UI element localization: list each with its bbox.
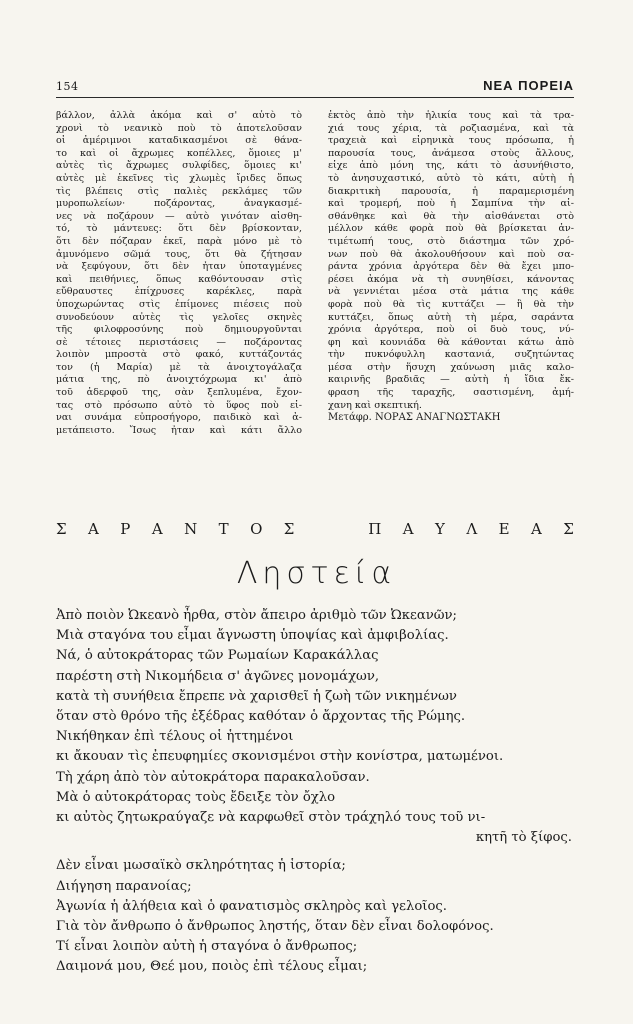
prose-line: σθάνθηκε καὶ θὰ τὴν αἰσθάνεται στὸ (328, 210, 574, 222)
prose-line: τὸ ἀνησυχαστικό, αὐτὸ τὸ κάτι, αὐτὴ ἡ (328, 172, 574, 184)
author-letter: Α (88, 520, 99, 538)
prose-line: τὴν πυκνόφυλλη καστανιά, συζητώντας (328, 349, 574, 361)
prose-line: ρέσει ἀκόμα νὰ τὴ συνηθίσει, κάνοντας (328, 273, 574, 285)
prose-line: χιά τους χέρια, τὰ ροζιασμένα, καὶ τὰ (328, 122, 574, 134)
poem-line: κι αὐτὸς ζητωκραύγαζε νὰ καρφωθεῖ στὸν τράχηλό τους τοῦ νι- (56, 810, 486, 826)
stanza-break (56, 848, 576, 856)
poem-line: Δὲν εἶναι μωσαϊκὸ σκληρότητας ἡ ἱστορία; (56, 858, 346, 874)
prose-line: αὐτὲς μὲ ἐκεῖνες τὶς χλωμὲς ἴριδες ὅπως (56, 172, 302, 184)
author-space (316, 520, 321, 538)
prose-line: χρονὶ τὸ νεανικὸ ποὺ τὸ ἀποτελοῦσαν (56, 122, 302, 134)
prose-line: μυροπωλείων· ποζάροντας, ἀναγκασμέ- (56, 198, 302, 210)
poem-body (56, 606, 576, 978)
prose-line: ὅτι δὲν πόζαραν ἐκεῖ, παρὰ μόνο μὲ τὸ (56, 235, 302, 247)
poem-line: Ἀπὸ ποιὸν Ὠκεανὸ ἦρθα, στὸν ἄπειρο ἀριθμὸ τῶν Ὠκεανῶν; (56, 608, 457, 623)
prose-line: εὔθραυστες ἐπίχρυσες καρέκλες, παρὰ (56, 286, 302, 298)
journal-title: ΝΕΑ ΠΟΡΕΙΑ (483, 78, 574, 93)
author-letter: Ρ (120, 520, 131, 538)
author-letter: Α (151, 520, 163, 538)
poem-line: Νά, ὁ αὐτοκράτορας τῶν Ρωμαίων Καρακάλλας (56, 648, 379, 664)
poem-line: Γιὰ τὸν ἄνθρωπο ὁ ἄνθρωπος ληστής, ὅταν δὲν εἶναι δολοφόνος. (56, 919, 494, 935)
translator-credit: Μετάφρ. ΝΟΡΑΣ ΑΝΑΓΝΩΣΤΑΚΗ (328, 412, 501, 424)
poem-line: κι ἄκουαν τὶς ἐπευφημίες σκονισμένοι στὴν κονίστρα, ματωμένοι. (56, 749, 504, 765)
author-letter: Τ (218, 520, 229, 538)
prose-line: φη καὶ κουνιάδα θὰ κάθονται κάτω ἀπὸ (328, 336, 574, 348)
prose-line: τοῦ ἀδερφοῦ της, σὰν ξεπλυμένα, ἔχον- (56, 387, 302, 399)
poem-author (56, 520, 574, 538)
prose-line: καιρινῆς βραδιᾶς — αὐτὴ ἡ ἴδια ἔκ- (328, 374, 574, 386)
prose-columns (56, 110, 574, 437)
poem-line: Τί εἶναι λοιπὸν αὐτὴ ἡ σταγόνα ὁ ἄνθρωπος; (56, 939, 358, 955)
prose-line: συνοδεύουν αὐτὲς τὶς γελοῖες σκηνὲς (56, 311, 302, 323)
prose-right-column (328, 110, 574, 437)
prose-line: τὶς βλέπεις στὶς παλιὲς ρεκλάμες τῶν (56, 185, 302, 197)
prose-line: τον (ἡ Μαρία) μὲ τὰ ἀνοιχτογάλαζα (56, 361, 302, 373)
author-letter: Ο (250, 520, 263, 538)
author-letter: Υ (435, 520, 445, 538)
prose-line: νὰ γεννιέται μέσα στὰ μάτια της κάθε (328, 286, 574, 298)
author-letter: Α (530, 520, 542, 538)
author-letter: Σ (563, 520, 574, 538)
prose-line: καὶ τρομερή, ποὺ ἡ Σαμπίνα τὴν αἰ- (328, 198, 574, 210)
prose-line: αὐτὲς τὶς ἄχρωμες συλφίδες, ὅμοιες κι' (56, 160, 302, 172)
prose-line: ὑποχωρώντας στὶς ἐπίμονες πιέσεις ποὺ (56, 298, 302, 310)
author-letter: Α (402, 520, 414, 538)
prose-line: νων ποὺ θὰ ἀκολουθήσουν καὶ ποὺ σα- (328, 248, 574, 260)
prose-line: μέλλον κάθε φορὰ ποὺ θὰ βρίσκεται ἀν- (328, 223, 574, 235)
prose-line: τραχειὰ καὶ εἰρηνικὰ τους πρόσωπα, ἡ (328, 135, 574, 147)
author-letter: Ν (184, 520, 198, 538)
prose-line: μετάπειστο. Ἴσως ἦταν καὶ κάτι ἄλλο (56, 424, 302, 436)
prose-line: νες νὰ ποζάρουν — αὐτὸ γινόταν αἰσθη- (56, 210, 302, 222)
author-letter: Π (368, 520, 382, 538)
poem-title: Ληστεία (236, 556, 397, 591)
page-header (56, 78, 574, 98)
prose-line: το καὶ οἱ ἄχρωμες κοπέλλες, ὅμοιες μ' (56, 147, 302, 159)
prose-line: βάλλον, ἀλλὰ ἀκόμα καὶ σ' αὐτὸ τὸ (56, 110, 302, 121)
author-letter: Σ (56, 520, 67, 538)
poem-line: κητῆ τὸ ξίφος. (475, 830, 572, 846)
prose-line: τό, τὸ μάντευες: ὅτι δὲν βρίσκονταν, (56, 223, 302, 235)
page-number: 154 (56, 80, 79, 93)
poem-line: ὅταν στὸ θρόνο τῆς ἐξέδρας καθόταν ὁ ἄρχοντας τῆς Ρώμης. (56, 709, 466, 725)
poem-line: Νικήθηκαν ἐπὶ τέλους οἱ ἡττημένοι (56, 729, 294, 745)
poem-line: Τὴ χάρη ἀπὸ τὸν αὐτοκράτορα παρακαλοῦσαν. (56, 769, 370, 785)
prose-line: φραση τῆς ταραχῆς, σαστισμένη, ἀμή- (328, 387, 574, 399)
author-space (342, 520, 347, 538)
author-letter: Λ (466, 520, 478, 538)
prose-line: χανη καὶ σκεπτική. (328, 399, 422, 411)
prose-line: τῆς φιλοφροσύνης ποὺ δημιουργοῦνται (56, 324, 302, 336)
prose-left-column (56, 110, 302, 437)
prose-line: εἶχε ἀπὸ μόνη της, κάτι τὸ ἀσυνήθιστο, (328, 160, 574, 172)
prose-line: ἀμυνόμενο σῶμά τους, ὅτι θὰ ζήτησαν (56, 248, 302, 260)
author-letter: Ε (498, 520, 510, 538)
prose-line: οἱ ἀμέριμνοι καταδικασμένοι σὲ θάνα- (56, 135, 302, 147)
prose-line: ναι συνάμα εὐπροσήγορο, παιδικὸ καὶ ἀ- (56, 412, 302, 424)
prose-line: χρόνια ἀργότερα, ποὺ οἱ δυὸ τους, νύ- (328, 324, 574, 336)
prose-line: παρουσία τους, ἀνάμεσα στοὺς ἄλλους, (328, 147, 574, 159)
prose-line: τιμέτωπή τους, στὸ διάστημα τῶν χρό- (328, 235, 574, 247)
prose-line: σὲ τέτοιες περιστάσεις — ποζάροντας (56, 336, 302, 348)
poem-line: Δαιμονά μου, Θεέ μου, ποιὸς ἐπὶ τέλους εἶμαι; (56, 959, 368, 975)
prose-line: μέσα στὴν ἥσυχη χαύνωση μιᾶς καλο- (328, 361, 574, 373)
poem-line: Μιὰ σταγόνα του εἶμαι ἄγνωστη ὑποψίας καὶ ἀμφιβολίας. (56, 628, 449, 644)
prose-line: ράντα χρόνια ἀργότερα δὲν θὰ ἔχει μπο- (328, 261, 574, 273)
poem-line: Μὰ ὁ αὐτοκράτορας τοὺς ἔδειξε τὸν ὄχλο (56, 789, 336, 805)
poem-line: κατὰ τὴ συνήθεια ἔπρεπε νὰ χαρισθεῖ ἡ ζωὴ τῶν νικημένων (56, 688, 457, 704)
author-letter: Σ (283, 520, 295, 538)
prose-line: διακριτικὴ παρουσία, ἡ παραμερισμένη (328, 185, 574, 197)
prose-line: καὶ πειθήνιες, ὅπως καθόντουσαν στὶς (56, 273, 302, 285)
poem-line: Διήγηση παρανοίας; (56, 878, 192, 894)
prose-line: μάτια της, πὸ ἀνοιχτόχρωμα κι' ἀπὸ (56, 374, 302, 386)
prose-line: τας στὸ πρόσωπο αὐτὸ τὸ ὕφος ποὺ εἶ- (56, 399, 302, 411)
prose-line: κυττάζει, ὅπως αὐτὴ τὴ μέρα, σαράντα (328, 311, 574, 323)
prose-line: νὰ ξεφύγουν, ὅτι δὲν ἦταν ὑποταγμένες (56, 261, 302, 273)
prose-line: λοιπὸν μπροστὰ στὸ φακό, κυττάζοντάς (56, 349, 302, 361)
poem-line: Ἀγωνία ἡ ἀλήθεια καὶ ὁ φανατισμὸς σκληρὸς καὶ γελοῖος. (56, 898, 447, 914)
prose-line: φορὰ ποὺ θὰ τὶς κυττάζει — ἢ θὰ τὴν (328, 298, 574, 310)
prose-line: ἐκτὸς ἀπὸ τὴν ἡλικία τους καὶ τὰ τρα- (328, 110, 574, 121)
poem-line: παρέστη στὴ Νικομήδεια σ' ἀγῶνες μονομάχων, (56, 668, 380, 684)
